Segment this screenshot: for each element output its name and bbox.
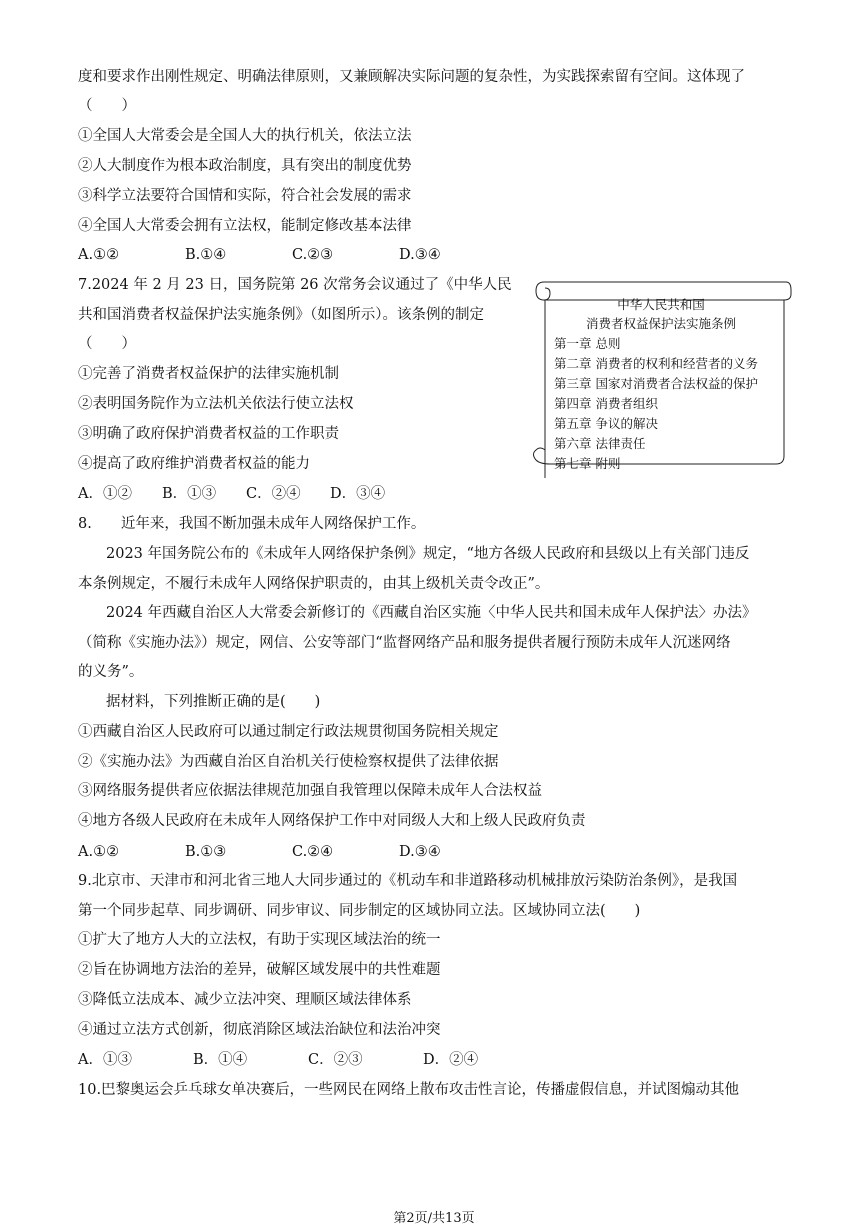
q9-option-a[interactable]: A．①③ <box>78 1052 132 1068</box>
q7-blank: （ ） <box>78 336 136 352</box>
q9-stem-line-1: 9.北京市、天津市和河北省三地人大同步通过的《机动车和非道路移动机械排放污染防治条例》，是我国 <box>78 873 738 889</box>
q8-statement-2: ②《实施办法》为西藏自治区自治机关行使检察权提供了法律依据 <box>78 754 499 770</box>
q7-options <box>78 484 385 504</box>
q9-option-d[interactable]: D．②④ <box>423 1052 479 1068</box>
scroll-chapter-7: 第七章 附则 <box>554 456 621 471</box>
q7-option-a[interactable]: A．①② <box>78 486 132 502</box>
q7-statement-1: ①完善了消费者权益保护的法律实施机制 <box>78 366 339 382</box>
q8-option-a[interactable]: A.①② <box>78 844 120 860</box>
q6-statement-2: ②人大制度作为根本政治制度，具有突出的制度优势 <box>78 158 412 174</box>
q8-paragraph-2a: 2024 年西藏自治区人大常委会新修订的《西藏自治区实施〈中华人民共和国未成年人保护法〉办法》 <box>106 605 757 621</box>
q9-statement-2: ②旨在协调地方法治的差异，破解区域发展中的共性难题 <box>78 962 441 978</box>
q7-statement-4: ④提高了政府维护消费者权益的能力 <box>78 456 310 472</box>
q9-option-c[interactable]: C．②③ <box>308 1052 363 1068</box>
q10-stem-line-1: 10.巴黎奥运会乒乓球女单决赛后，一些网民在网络上散布攻击性言论，传播虚假信息，并试图煽动其他 <box>78 1082 740 1098</box>
q9-stem-line-2: 第一个同步起草、同步调研、同步审议、同步制定的区域协同立法。区域协同立法( ) <box>78 903 641 919</box>
q9-options <box>78 1050 478 1070</box>
q8-statement-4: ④地方各级人民政府在未成年人网络保护工作中对同级人大和上级人民政府负责 <box>78 813 586 829</box>
q7-statement-2: ②表明国务院作为立法机关依法行使立法权 <box>78 396 354 412</box>
scroll-chapter-2: 第二章 消费者的权利和经营者的义务 <box>554 356 758 371</box>
q8-paragraph-2b: （简称《实施办法》）规定，网信、公安等部门“监督网络产品和服务提供者履行预防未成年人沉迷网络 <box>78 635 731 651</box>
q6-option-d[interactable]: D.③④ <box>399 247 441 263</box>
q7-statement-3: ③明确了政府保护消费者权益的工作职责 <box>78 426 339 442</box>
q9-statement-3: ③降低立法成本、减少立法冲突、理顺区域法律体系 <box>78 992 412 1008</box>
q8-paragraph-2c: 的义务”。 <box>78 664 144 680</box>
q9-statement-4: ④通过立法方式创新，彻底消除区域法治缺位和法治冲突 <box>78 1022 441 1038</box>
q6-option-c[interactable]: C.②③ <box>292 247 334 263</box>
q7-stem-line-1: 7.2024 年 2 月 23 日，国务院第 26 次常务会议通过了《中华人民 <box>78 277 512 293</box>
q7-option-d[interactable]: D．③④ <box>330 486 386 502</box>
q9-option-b[interactable]: B．①④ <box>193 1052 248 1068</box>
page-number: 第2页/共13页 <box>393 1211 475 1226</box>
scroll-chapter-3: 第三章 国家对消费者合法权益的保护 <box>554 376 758 391</box>
q8-options <box>78 842 441 862</box>
scroll-chapter-4: 第四章 消费者组织 <box>554 396 658 411</box>
scroll-title-2: 消费者权益保护法实施条例 <box>585 316 736 331</box>
q6-blank: （ ） <box>78 98 136 114</box>
q9-statement-1: ①扩大了地方人大的立法权，有助于实现区域法治的统一 <box>78 932 441 948</box>
q7-stem-line-2: 共和国消费者权益保护法实施条例》（如图所示）。该条例的制定 <box>78 307 484 323</box>
q8-question: 据材料，下列推断正确的是( ) <box>106 694 321 710</box>
q6-statement-3: ③科学立法要符合国情和实际，符合社会发展的需求 <box>78 188 412 204</box>
scroll-title-1: 中华人民共和国 <box>617 297 705 312</box>
q8-option-c[interactable]: C.②④ <box>292 844 334 860</box>
q7-option-b[interactable]: B．①③ <box>162 486 217 502</box>
q8-option-b[interactable]: B.①③ <box>185 844 227 860</box>
scroll-chapter-6: 第六章 法律责任 <box>554 436 646 451</box>
q8-statement-1: ①西藏自治区人民政府可以通过制定行政法规贯彻国务院相关规定 <box>78 724 499 740</box>
q8-paragraph-1b: 本条例规定，不履行未成年人网络保护职责的，由其上级机关责令改正”。 <box>78 576 550 592</box>
q7-option-c[interactable]: C．②④ <box>246 486 301 502</box>
q6-option-a[interactable]: A.①② <box>78 247 120 263</box>
q6-statement-4: ④全国人大常委会拥有立法权，能制定修改基本法律 <box>78 218 412 234</box>
q6-stem-tail: 度和要求作出刚性规定、明确法律原则，又兼顾解决实际问题的复杂性，为实践探索留有空间。这体现了 <box>78 69 745 85</box>
q8-paragraph-1a: 2023 年国务院公布的《未成年人网络保护条例》规定，“地方各级人民政府和县级以上有关部门违反 <box>106 546 750 562</box>
regulation-scroll-figure <box>530 278 792 478</box>
q6-options <box>78 245 441 265</box>
q8-stem-line-1: 8. 近年来，我国不断加强未成年人网络保护工作。 <box>78 516 426 532</box>
q8-option-d[interactable]: D.③④ <box>399 844 441 860</box>
scroll-chapter-1: 第一章 总则 <box>554 336 621 351</box>
q6-statement-1: ①全国人大常委会是全国人大的执行机关，依法立法 <box>78 128 412 144</box>
q8-statement-3: ③网络服务提供者应依据法律规范加强自我管理以保障未成年人合法权益 <box>78 783 542 799</box>
q6-option-b[interactable]: B.①④ <box>185 247 227 263</box>
scroll-chapter-5: 第五章 争议的解决 <box>554 416 658 431</box>
